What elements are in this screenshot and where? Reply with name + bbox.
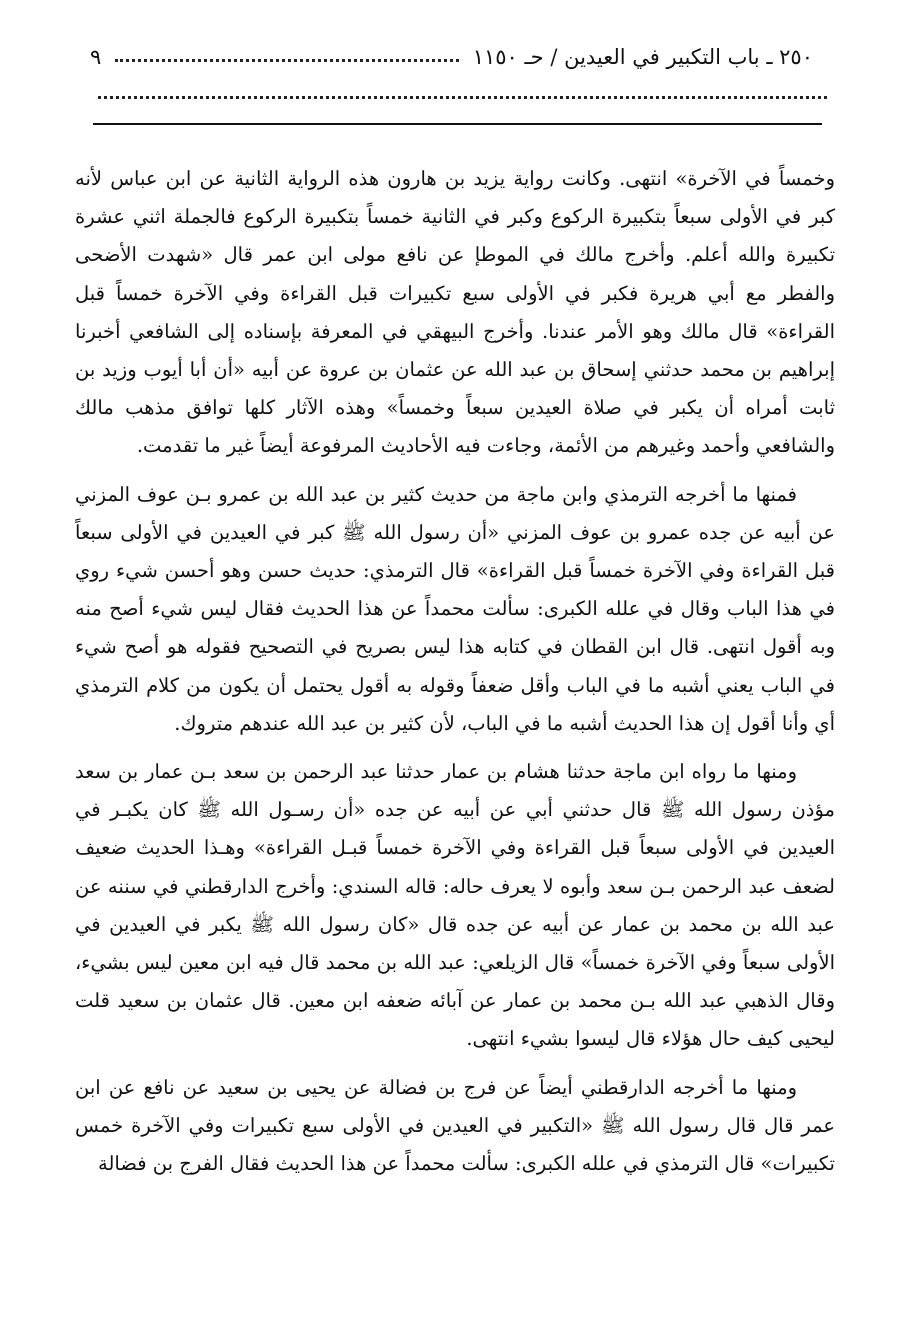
header-dotted-line	[98, 96, 827, 99]
header-dot-leader	[115, 59, 458, 62]
paragraph-3: ومنها ما رواه ابن ماجة حدثنا هشام بن عمار حدثنا عبد الرحمن بن سعد بـن عمار بن سعد مؤذن رسول الله ﷺ قال حدثني أبي عن أبيه عن جده «أن رسـول الله ﷺ كان يكبـر في العيدين في الأولى سبعاً قبل القراءة وفي الآخرة خمساً قبـل القراءة» وهـذا الحديث ضعيف لضعف عبد الرحمن بـن سعد وأبوه لا يعرف حاله: قاله السندي: وأخرج الدارقطني في سننه عن عبد الله بن محمد بن عمار عن أبيه عن جده قال «كان رسول الله ﷺ يكبر في العيدين في الأولى سبعاً وفي الآخرة خمساً» قال الزيلعي: عبد الله بن محمد قال فيه ابن معين ليس بشيء، وقال الذهبي عبد الله بـن محمد بن عمار عن آبائه ضعفه ابن معين. قال عثمان بن سعيد قلت ليحيى كيف حال هؤلاء قال ليسوا بشيء انتهى.	[75, 760, 835, 1051]
paragraph-4: ومنها ما أخرجه الدارقطني أيضاً عن فرج بن فضالة عن يحيى بن سعيد عن نافع عن ابن عمر قال قال رسول الله ﷺ «التكبير في العيدين في الأولى سبع تكبيرات وفي الآخرة خمس تكبيرات» قال الترمذي في علله الكبرى: سألت محمداً عن هذا الحديث فقال الفرج بن فضالة	[75, 1075, 835, 1176]
paragraph-1: وخمساً في الآخرة» انتهى. وكانت رواية يزيد بن هارون هذه الرواية الثانية عن ابن عباس لأنه كبر في الأولى سبعاً بتكبيرة الركوع وكبر في الثانية خمساً بتكبيرة الركوع فالجملة اثني عشرة تكبيرة والله أعلم. وأخرج مالك في الموطإ عن نافع مولى ابن عمر قال «شهدت الأضحى والفطر مع أبي هريرة فكبر في الأولى سبع تكبيرات قبل القراءة وفي الآخرة خمساً قبل القراءة» قال مالك وهو الأمر عندنا. وأخرج البيهقي في المعرفة بإسناده إلى الشافعي أخبرنا إبراهيم بن محمد حدثني إسحاق بن عبد الله عن عثمان بن عروة عن أبيه «أن أبا أيوب وزيد بن ثابت أمراه أن يكبر في صلاة العيدين سبعاً وخمساً» وهذه الآثار كلها توافق مذهب مالك والشافعي وأحمد وغيرهم من الأئمة، وجاءت فيه الأحاديث المرفوعة أيضاً غير ما تقدمت.	[75, 167, 835, 458]
page-number: ٩	[90, 45, 102, 69]
running-header	[90, 40, 813, 74]
paragraph-2: فمنها ما أخرجه الترمذي وابن ماجة من حديث كثير بن عبد الله بن عمرو بـن عوف المزني عن أبيه عن جده عمرو بن عوف المزني «أن رسول الله ﷺ كبر في العيدين في الأولى سبعاً قبل القراءة وفي الآخرة خمساً قبل القراءة» قال الترمذي: حديث حسن وهو أحسن شيء روي في هذا الباب وقال في علله الكبرى: سألت محمداً عن هذا الحديث فقال ليس شيء أصح منه وبه أقول انتهى. قال ابن القطان في كتابه هذا ليس بصريح في التصحيح فقوله هو أصح شيء في الباب يعني أشبه ما في الباب وأقل ضعفاً وقوله به أقول يحتمل أن يكون من كلام الترمذي أي وأنا أقول إن هذا الحديث أشبه ما في الباب، لأن كثير بن عبد الله عندهم متروك.	[75, 482, 835, 735]
header-rule	[93, 123, 822, 125]
header-title: ٢٥٠ ـ باب التكبير في العيدين / حـ ١١٥٠	[472, 45, 813, 69]
body-text	[75, 150, 835, 1183]
